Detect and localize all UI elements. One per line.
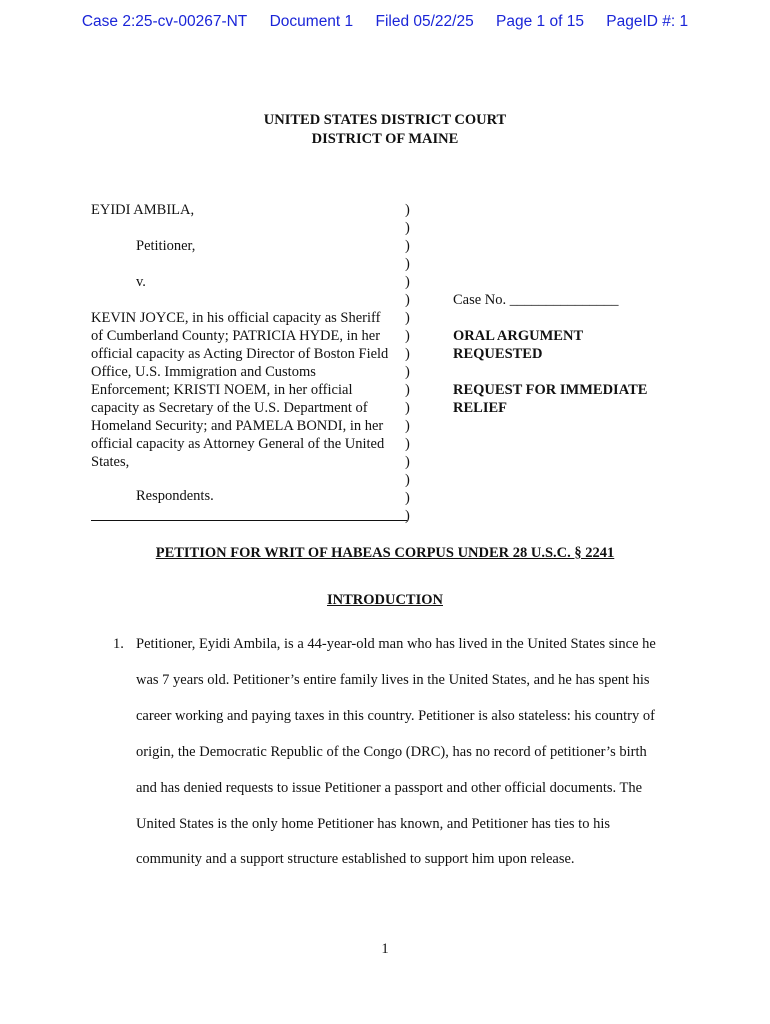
respondents-block bbox=[91, 309, 411, 471]
paren: ) bbox=[405, 220, 410, 236]
paren: ) bbox=[405, 292, 410, 308]
immediate-relief-request bbox=[453, 381, 647, 417]
respondents-line: Enforcement; KRISTI NOEM, in her official bbox=[91, 382, 353, 398]
respondents-label: Respondents. bbox=[136, 488, 214, 504]
paren: ) bbox=[405, 490, 410, 506]
paren: ) bbox=[405, 418, 410, 434]
respondents-line: official capacity as Acting Director of Boston Field bbox=[91, 346, 389, 362]
paren: ) bbox=[405, 508, 410, 524]
paragraph-line: origin, the Democratic Republic of the Congo (DRC), has no record of petitioner’s birth bbox=[136, 744, 647, 760]
respondents-line: KEVIN JOYCE, in his official capacity as Sheriff bbox=[91, 310, 381, 326]
paragraph-line: was 7 years old. Petitioner’s entire family lives in the United States, and he has spent his bbox=[136, 672, 650, 688]
court-heading bbox=[0, 111, 770, 149]
page-number: 1 bbox=[381, 941, 389, 957]
case-number: Case 2:25-cv-00267-NT bbox=[81, 13, 248, 30]
respondents-line: capacity as Secretary of the U.S. Department of bbox=[91, 400, 368, 416]
section-heading: INTRODUCTION bbox=[326, 592, 443, 608]
respondents-line: official capacity as Attorney General of the United bbox=[91, 436, 385, 452]
paragraph-line: career working and paying taxes in this country. Petitioner is also stateless: his country of bbox=[136, 708, 655, 724]
court-name: UNITED STATES DISTRICT COURT bbox=[263, 112, 507, 128]
petition-title: PETITION FOR WRIT OF HABEAS CORPUS UNDER 28 U.S.C. § 2241 bbox=[155, 545, 615, 561]
respondents-line: States, bbox=[91, 454, 130, 470]
paren: ) bbox=[405, 274, 410, 290]
paren: ) bbox=[405, 256, 410, 272]
paren: ) bbox=[405, 238, 410, 254]
paren: ) bbox=[405, 436, 410, 452]
petitioner-label: Petitioner, bbox=[136, 238, 196, 254]
paren: ) bbox=[405, 472, 410, 488]
oral-argument-line: REQUESTED bbox=[453, 346, 543, 362]
paren: ) bbox=[405, 454, 410, 470]
paren: ) bbox=[405, 364, 410, 380]
versus-label: v. bbox=[136, 274, 146, 290]
paren: ) bbox=[405, 382, 410, 398]
paragraph-line: United States is the only home Petitioner has known, and Petitioner has ties to his bbox=[136, 816, 611, 832]
immediate-relief-line: REQUEST FOR IMMEDIATE bbox=[453, 382, 648, 398]
paragraph-line: and has denied requests to issue Petitioner a passport and other official documents. The bbox=[136, 780, 643, 796]
paragraph-line: community and a support structure established to support him upon release. bbox=[136, 851, 575, 867]
oral-argument-request bbox=[453, 327, 583, 363]
respondents-line: of Cumberland County; PATRICIA HYDE, in her bbox=[91, 328, 381, 344]
document-number: Document 1 bbox=[269, 13, 354, 30]
case-number-field: Case No. _______________ bbox=[453, 292, 619, 308]
petitioner-name: EYIDI AMBILA, bbox=[91, 202, 195, 218]
page-count: Page 1 of 15 bbox=[496, 13, 584, 30]
caption-parentheses bbox=[405, 201, 410, 525]
page-id: PageID #: 1 bbox=[606, 13, 689, 30]
oral-argument-line: ORAL ARGUMENT bbox=[453, 328, 584, 344]
paragraph-number: 1. bbox=[113, 636, 124, 652]
ecf-filing-header bbox=[0, 13, 770, 31]
paren: ) bbox=[405, 202, 410, 218]
paren: ) bbox=[405, 310, 410, 326]
paragraph-line: Petitioner, Eyidi Ambila, is a 44-year-old man who has lived in the United States since he bbox=[136, 636, 656, 652]
court-district: DISTRICT OF MAINE bbox=[311, 131, 459, 147]
caption-rule bbox=[91, 520, 407, 521]
paren: ) bbox=[405, 328, 410, 344]
respondents-line: Office, U.S. Immigration and Customs bbox=[91, 364, 316, 380]
filed-date: Filed 05/22/25 bbox=[375, 13, 474, 30]
immediate-relief-line: RELIEF bbox=[453, 400, 507, 416]
paren: ) bbox=[405, 400, 410, 416]
respondents-line: Homeland Security; and PAMELA BONDI, in her bbox=[91, 418, 384, 434]
paren: ) bbox=[405, 346, 410, 362]
